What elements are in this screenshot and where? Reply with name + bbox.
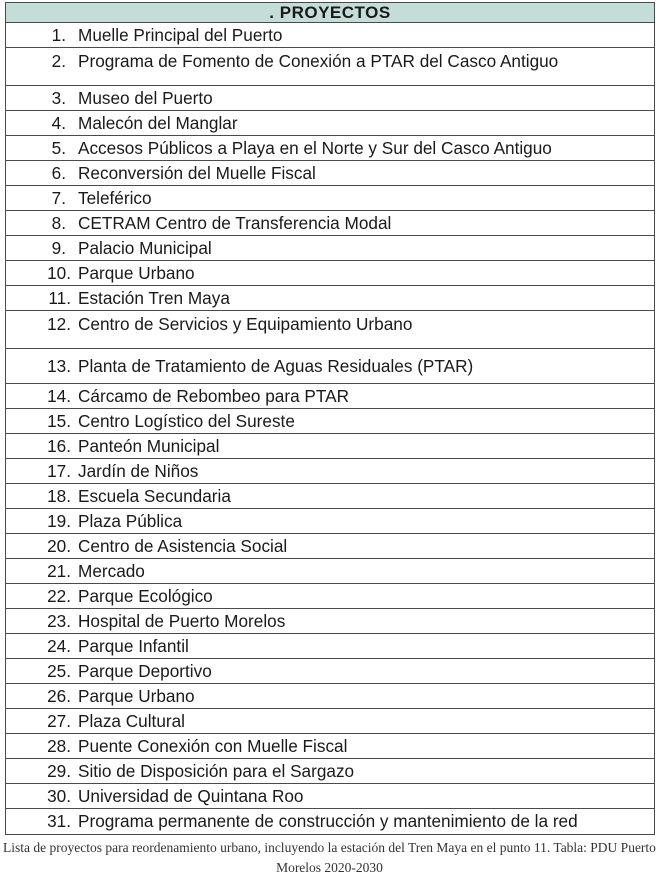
row-label: CETRAM Centro de Transferencia Modal: [78, 212, 392, 233]
row-label: Centro de Asistencia Social: [78, 535, 288, 556]
table-row: [6, 261, 654, 286]
row-label: Programa de Fomento de Conexión a PTAR del Casco Antiguo: [78, 51, 559, 71]
row-label: Reconversión del Muelle Fiscal: [78, 162, 316, 183]
row-label: Parque Infantil: [78, 635, 189, 656]
row-label: Universidad de Quintana Roo: [78, 785, 304, 806]
row-label: Planta de Tratamiento de Aguas Residuales (PTAR): [78, 355, 474, 376]
table-row: [6, 659, 654, 684]
row-label: Puente Conexión con Muelle Fiscal: [78, 735, 348, 756]
row-number: 8.: [51, 212, 66, 233]
row-number: 31.: [47, 811, 71, 831]
table-row: [6, 484, 654, 509]
table-row: [6, 759, 654, 784]
table-row: [6, 409, 654, 434]
row-number: 15.: [47, 410, 71, 431]
table-row: [6, 311, 654, 349]
table-row: [6, 136, 654, 161]
row-label: Mercado: [78, 560, 145, 581]
row-label: Escuela Secundaria: [78, 485, 231, 506]
table-row: [6, 186, 654, 211]
row-number: 14.: [47, 385, 71, 406]
row-label: Plaza Cultural: [78, 710, 185, 731]
row-label: Jardín de Niños: [78, 460, 199, 481]
row-label: Parque Urbano: [78, 685, 195, 706]
row-number: 4.: [51, 112, 66, 133]
row-number: 1.: [51, 24, 66, 45]
table-row: [6, 634, 654, 659]
table-row: [6, 459, 654, 484]
table-row: [6, 236, 654, 261]
row-label: Centro Logístico del Sureste: [78, 410, 295, 431]
table-row: [6, 784, 654, 809]
row-label: Parque Deportivo: [78, 660, 212, 681]
row-number: 13.: [47, 355, 71, 376]
table-row: [6, 161, 654, 186]
row-number: 17.: [47, 460, 71, 481]
row-label: Centro de Servicios y Equipamiento Urbano: [78, 314, 413, 334]
row-label: Palacio Municipal: [78, 237, 212, 258]
row-label: Parque Ecológico: [78, 585, 213, 606]
table-row: [6, 534, 654, 559]
row-number: 19.: [47, 510, 71, 531]
row-number: 30.: [47, 785, 71, 806]
row-number: 12.: [47, 314, 71, 334]
row-label: Estación Tren Maya: [78, 287, 230, 308]
table-row: [6, 734, 654, 759]
row-label: Cárcamo de Rebombeo para PTAR: [78, 385, 349, 406]
table-row: [6, 584, 654, 609]
row-label: Muelle Principal del Puerto: [78, 24, 283, 45]
row-number: 7.: [51, 187, 66, 208]
row-label: Museo del Puerto: [78, 87, 213, 108]
row-number: 28.: [47, 735, 71, 756]
row-label: Parque Urbano: [78, 262, 195, 283]
table-body: [6, 23, 654, 834]
row-number: 25.: [47, 660, 71, 681]
table-row: [6, 86, 654, 111]
row-number: 20.: [47, 535, 71, 556]
row-number: 22.: [47, 585, 71, 606]
row-number: 18.: [47, 485, 71, 506]
row-label: Accesos Públicos a Playa en el Norte y Sur del Casco Antiguo: [78, 137, 552, 158]
row-number: 9.: [51, 237, 66, 258]
table-row: [6, 434, 654, 459]
table-row: [6, 709, 654, 734]
row-label: Programa permanente de construcción y mantenimiento de la red: [78, 811, 578, 831]
table-row: [6, 48, 654, 86]
projects-table: [5, 2, 655, 835]
row-label: Malecón del Manglar: [78, 112, 238, 133]
row-number: 3.: [51, 87, 66, 108]
row-number: 26.: [47, 685, 71, 706]
row-label: Teleférico: [78, 187, 152, 208]
row-label: Sitio de Disposición para el Sargazo: [78, 760, 355, 781]
row-number: 6.: [51, 162, 66, 183]
row-number: 16.: [47, 435, 71, 456]
row-number: 2.: [51, 51, 66, 71]
figure-caption: Lista de proyectos para reordenamiento urbano, incluyendo la estación del Tren Maya en el punto 11. Tabla: PDU Puerto Morelos 2020-2030: [3, 840, 656, 875]
row-number: 23.: [47, 610, 71, 631]
table-row: [6, 286, 654, 311]
table-row: [6, 349, 654, 384]
table-row: [6, 684, 654, 709]
table-row: [6, 509, 654, 534]
row-label: Plaza Pública: [78, 510, 183, 531]
table-row: [6, 211, 654, 236]
table-row: [6, 111, 654, 136]
table-row: [6, 809, 654, 834]
row-number: 11.: [48, 287, 71, 308]
row-number: 21.: [47, 560, 71, 581]
row-number: 5.: [51, 137, 66, 158]
table-row: [6, 23, 654, 48]
row-number: 27.: [47, 710, 71, 731]
row-number: 24.: [47, 635, 71, 656]
table-header: . PROYECTOS: [6, 3, 654, 23]
row-number: 29.: [47, 760, 71, 781]
row-label: Panteón Municipal: [78, 435, 220, 456]
row-number: 10.: [47, 262, 71, 283]
table-row: [6, 609, 654, 634]
table-row: [6, 384, 654, 409]
table-row: [6, 559, 654, 584]
row-label: Hospital de Puerto Morelos: [78, 610, 286, 631]
